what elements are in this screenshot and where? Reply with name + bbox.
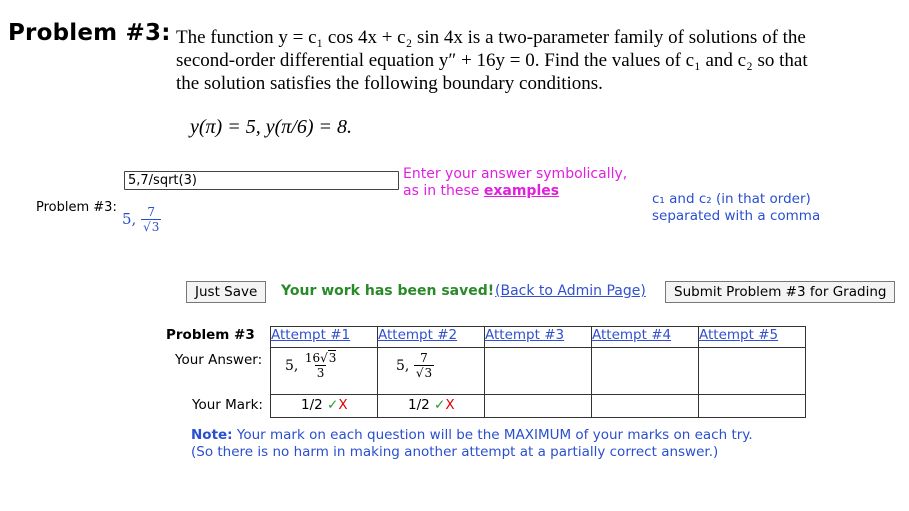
- attempt-3-mark: [485, 395, 592, 418]
- your-answer-label: Your Answer:: [175, 351, 263, 368]
- statement-line-3: the solution satisfies the following boundary conditions.: [176, 73, 603, 94]
- attempts-table: [166, 326, 806, 418]
- attempt-5-mark: [699, 395, 806, 418]
- attempts-answer-row: [166, 348, 806, 395]
- attempt-2-denominator: √3: [415, 366, 433, 380]
- statement-line-2: second-order differential equation y″ + 16y = 0. Find the values of c₁ and c₂ so that: [176, 50, 808, 71]
- attempt-4-answer: [592, 348, 699, 395]
- attempt-2-mark: [378, 395, 485, 418]
- attempt-1-fraction: [303, 352, 339, 380]
- statement-line-1: The function y = c₁ cos 4x + c₂ sin 4x is a two-parameter family of solutions of the: [176, 27, 806, 48]
- grading-note: [191, 427, 753, 461]
- attempt-2-answer-expression: [378, 348, 484, 380]
- attempt-2-denominator-radicand: 3: [424, 366, 433, 380]
- back-to-admin-link[interactable]: (Back to Admin Page): [495, 283, 646, 299]
- attempt-2-numerator: 7: [420, 351, 428, 365]
- problem-side-label: Problem #3:: [36, 200, 117, 215]
- hint-line-2-prefix: as in these: [403, 183, 484, 199]
- answer-input[interactable]: [124, 171, 399, 190]
- attempt-2-header[interactable]: [378, 327, 485, 348]
- attempt-1-denominator: 3: [316, 366, 325, 380]
- attempt-2-answer: [378, 348, 485, 395]
- note-line-2: (So there is no harm in making another attempt at a partially correct answer.): [191, 444, 719, 460]
- attempt-1-numerator-radicand: 3: [328, 351, 337, 365]
- attempt-1-header[interactable]: [271, 327, 378, 348]
- problem-statement: [176, 26, 874, 95]
- attempt-1-mark: [271, 395, 378, 418]
- saved-message: Your work has been saved!: [281, 283, 495, 299]
- order-note-line-1: c₁ and c₂ (in that order): [652, 191, 811, 207]
- attempt-2-fraction: [414, 352, 434, 380]
- attempt-3-header[interactable]: [485, 327, 592, 348]
- hint-line-1: Enter your answer symbolically,: [403, 166, 628, 182]
- attempt-4-header[interactable]: [592, 327, 699, 348]
- hint-line-2: [403, 183, 627, 200]
- attempt-1-numerator: 16√3: [304, 351, 337, 365]
- submit-for-grading-button[interactable]: Submit Problem #3 for Grading: [665, 281, 895, 303]
- attempt-5-answer: [699, 348, 806, 395]
- your-mark-label: Your Mark:: [192, 396, 263, 413]
- preview-first-value: 5,: [122, 210, 137, 228]
- attempt-1-mark-value: 1/2: [301, 397, 323, 413]
- note-line-1: [191, 427, 753, 444]
- cross-icon: X: [445, 397, 455, 413]
- preview-radicand: 3: [151, 220, 160, 234]
- attempt-1-answer: [271, 348, 378, 395]
- boundary-conditions: y(π) = 5, y(π/6) = 8.: [190, 116, 352, 138]
- attempt-3-link[interactable]: Attempt #3: [485, 327, 565, 343]
- cross-icon: X: [338, 397, 348, 413]
- preview-numerator: 7: [147, 205, 156, 219]
- attempt-1-answer-expression: [271, 348, 377, 380]
- answer-order-note: [652, 191, 820, 225]
- attempts-mark-row: [166, 395, 806, 418]
- just-save-button[interactable]: Just Save: [186, 281, 266, 303]
- attempt-5-header[interactable]: [699, 327, 806, 348]
- note-bold-label: Note:: [191, 427, 233, 443]
- check-icon: ✓: [434, 397, 446, 413]
- preview-fraction: [141, 206, 161, 234]
- order-note-line-2: separated with a comma: [652, 208, 821, 224]
- attempts-problem-label: Problem #3: [166, 327, 271, 348]
- attempts-header-row: [166, 327, 806, 348]
- attempt-1-numerator-coef: 16: [304, 351, 321, 365]
- note-line-1-text: Your mark on each question will be the MAXIMUM of your marks on each try.: [232, 427, 753, 443]
- attempt-5-link[interactable]: Attempt #5: [699, 327, 779, 343]
- problem-heading: Problem #3:: [8, 20, 171, 46]
- attempt-1-link[interactable]: Attempt #1: [271, 327, 351, 343]
- attempt-4-mark: [592, 395, 699, 418]
- answer-preview: [122, 206, 161, 234]
- attempt-4-link[interactable]: Attempt #4: [592, 327, 672, 343]
- examples-link[interactable]: examples: [483, 183, 560, 199]
- attempt-2-link[interactable]: Attempt #2: [378, 327, 458, 343]
- attempt-1-first-value: 5,: [285, 358, 299, 374]
- attempt-2-first-value: 5,: [396, 358, 410, 374]
- preview-denominator: √3: [143, 220, 160, 234]
- attempt-2-mark-value: 1/2: [408, 397, 430, 413]
- check-icon: ✓: [327, 397, 339, 413]
- answer-hint: [403, 166, 627, 200]
- attempt-3-answer: [485, 348, 592, 395]
